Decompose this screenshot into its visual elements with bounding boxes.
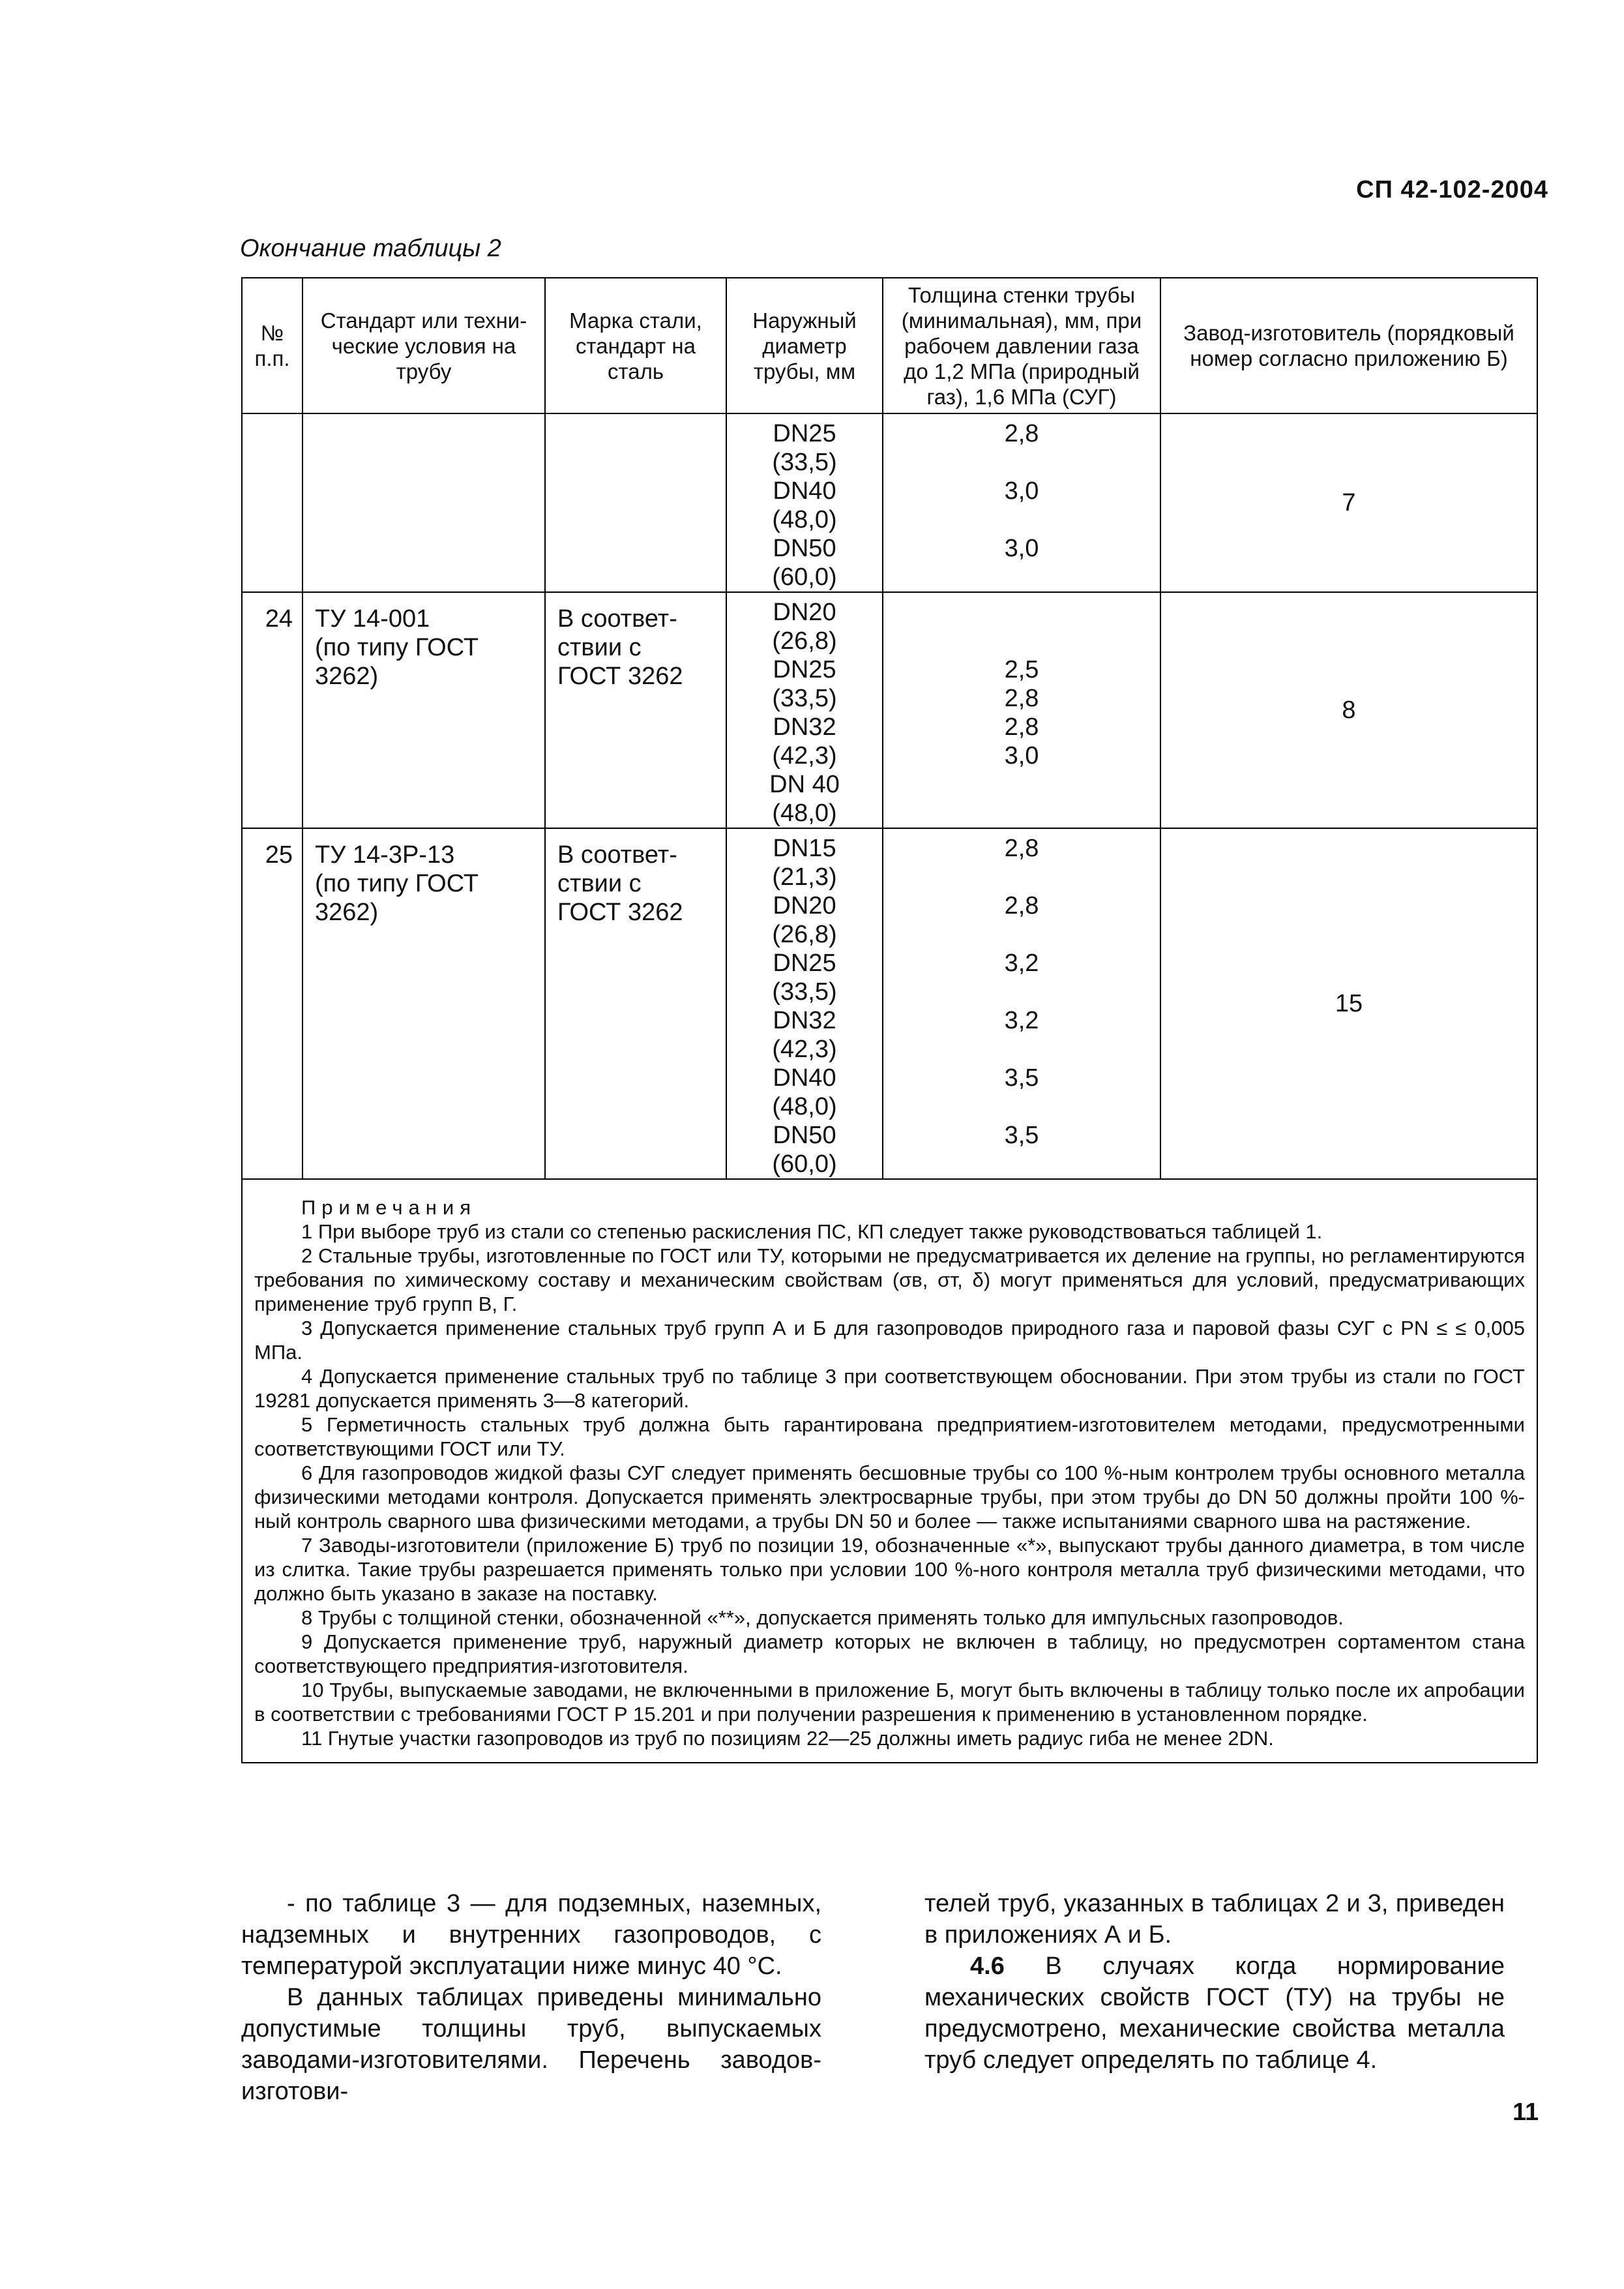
note-item: 6 Для газопроводов жидкой фазы СУГ следует применять бесшовные трубы со 100 %-ным контролем трубы основного металла физическими методами контроля. Допускается применять электросварные трубы, при этом трубы до DN 50 должны пройти 100 %-ный контроль сварного шва физическими методами, а трубы DN 50 и более — также испытаниями сварного шва на растяжение. xyxy=(254,1461,1525,1533)
thickness-cell xyxy=(883,592,1160,828)
standard-cell-line: (по типу ГОСТ xyxy=(315,634,479,661)
steel-grade-cell-line: В соответ- xyxy=(557,841,677,869)
thickness-cell-line: 2,8 xyxy=(1004,685,1039,712)
manufacturer-cell: 8 xyxy=(1160,592,1537,828)
thickness-cell-line: 3,5 xyxy=(1004,1122,1039,1149)
thickness-cell-line xyxy=(883,799,1160,828)
diameter-cell-line: (48,0) xyxy=(772,1093,837,1120)
diameter-cell-line: DN25 xyxy=(773,420,836,447)
row-number: 24 xyxy=(242,592,303,828)
diameter-cell-line: (33,5) xyxy=(772,685,837,712)
diameter-cell-line: (21,3) xyxy=(772,863,837,891)
header-line: п.п. xyxy=(254,346,290,370)
body-text-left-column xyxy=(241,1888,821,2107)
steel-grade-cell-line: ствии с xyxy=(557,870,642,897)
note-item: 8 Трубы с толщиной стенки, обозначенной «**», допускается применять только для импульсных газопроводов. xyxy=(301,1606,1344,1629)
thickness-cell-line: 2,8 xyxy=(1004,835,1039,862)
pipe-table xyxy=(241,277,1538,1763)
thickness-cell-line xyxy=(883,598,1160,627)
body-paragraph: В данных таблицах приведены минимально допустимые толщины труб, выпускаемых заводами-изготовителями. Перечень заводов-изготови- xyxy=(241,1984,821,2105)
diameter-cell xyxy=(726,413,883,592)
body-text-right-column xyxy=(924,1888,1505,2076)
header-line: трубы, мм xyxy=(753,359,856,383)
diameter-cell-line: (42,3) xyxy=(772,742,837,770)
diameter-cell xyxy=(726,828,883,1179)
diameter-cell-line: DN 40 xyxy=(769,771,840,798)
header-wall-thickness xyxy=(883,278,1160,413)
diameter-cell-line: DN15 xyxy=(773,835,836,862)
diameter-cell-line: (33,5) xyxy=(772,449,837,476)
thickness-cell-line: 2,8 xyxy=(1004,420,1039,447)
header-line: стандарт на xyxy=(576,333,696,358)
header-line: Марка стали, xyxy=(569,308,702,333)
note-item: 1 При выборе труб из стали со степенью раскисления ПС, КП следует также руководствоваться таблицей 1. xyxy=(301,1220,1323,1243)
table-row xyxy=(242,592,1537,828)
header-manufacturer xyxy=(1160,278,1537,413)
diameter-cell-line: (48,0) xyxy=(772,800,837,827)
header-line: (минимальная), мм, при xyxy=(901,308,1142,333)
note-item: 5 Герметичность стальных труб должна быть гарантирована предприятием-изготовителем методами, предусмотренными соответствующими ГОСТ или ТУ. xyxy=(254,1413,1525,1460)
note-item: 7 Заводы-изготовители (приложение Б) труб по позиции 19, обозначенные «*», выпускают трубы данного диаметра, в том числе из слитка. Такие трубы разрешается применять только при условии 100 %-ного контроля металла труб физическими методами, что должно быть указано в заказе на поставку. xyxy=(254,1534,1525,1605)
header-line: газ), 1,6 МПа (СУГ) xyxy=(926,384,1117,409)
row-number: 25 xyxy=(242,828,303,1179)
section-text: В случаях когда нормирование механических свойств ГОСТ (ТУ) на трубы не предусмотрено, механические свойства металла труб следует определять по таблице 4. xyxy=(924,1952,1505,2074)
table-row xyxy=(242,828,1537,1179)
diameter-cell-line: (33,5) xyxy=(772,978,837,1006)
note-item: 9 Допускается применение труб, наружный диаметр которых не включен в таблицу, но предусмотрен сортаментом стана соответствующего предприятия-изготовителя. xyxy=(254,1630,1525,1677)
row-number xyxy=(242,413,303,592)
notes-list xyxy=(254,1219,1525,1750)
thickness-cell-line xyxy=(883,978,1160,1006)
header-line: Толщина стенки трубы xyxy=(908,282,1136,307)
header-line: рабочем давлении газа xyxy=(904,333,1139,358)
diameter-cell-line: DN40 xyxy=(773,477,836,505)
table-header-row xyxy=(242,278,1537,413)
thickness-cell-line: 2,8 xyxy=(1004,892,1039,920)
manufacturer-cell: 7 xyxy=(1160,413,1537,592)
table-row xyxy=(242,413,1537,592)
diameter-cell-line: (60,0) xyxy=(772,563,837,591)
thickness-cell-line: 3,2 xyxy=(1004,1007,1039,1034)
diameter-cell-line: (48,0) xyxy=(772,506,837,533)
header-steel-grade xyxy=(545,278,726,413)
thickness-cell-line: 3,0 xyxy=(1004,742,1039,770)
standard-cell xyxy=(303,592,545,828)
thickness-cell xyxy=(883,828,1160,1179)
document-code: СП 42-102-2004 xyxy=(1356,176,1548,203)
diameter-cell-line: (26,8) xyxy=(772,921,837,948)
thickness-cell-line: 2,8 xyxy=(1004,713,1039,741)
thickness-cell-line: 3,5 xyxy=(1004,1064,1039,1092)
header-line: до 1,2 МПа (природный xyxy=(904,359,1140,383)
diameter-cell-line: DN25 xyxy=(773,656,836,683)
header-standard xyxy=(303,278,545,413)
diameter-cell-line: (42,3) xyxy=(772,1036,837,1063)
diameter-cell-line: DN32 xyxy=(773,713,836,741)
header-line: диаметр xyxy=(762,333,847,358)
steel-grade-cell-line: ГОСТ 3262 xyxy=(557,899,683,926)
notes-block xyxy=(242,1179,1537,1763)
table-caption: Окончание таблицы 2 xyxy=(240,235,501,262)
notes-title: Примечания xyxy=(301,1196,477,1219)
diameter-cell-line: DN20 xyxy=(773,599,836,626)
header-line: Завод-изготовитель (порядковый xyxy=(1183,321,1514,345)
header-line: сталь xyxy=(607,359,664,383)
thickness-cell-line: 3,0 xyxy=(1004,535,1039,562)
thickness-cell-line: 3,2 xyxy=(1004,950,1039,977)
standard-cell-line: ТУ 14-3Р-13 xyxy=(315,841,455,869)
diameter-cell-line: (26,8) xyxy=(772,627,837,655)
header-number xyxy=(242,278,303,413)
header-line: Стандарт или техни- xyxy=(320,308,527,333)
standard-cell xyxy=(303,828,545,1179)
steel-grade-cell-line: ГОСТ 3262 xyxy=(557,663,683,690)
thickness-cell-line: 3,0 xyxy=(1004,477,1039,505)
header-line: № xyxy=(260,321,284,345)
thickness-cell-line xyxy=(883,1092,1160,1121)
diameter-cell xyxy=(726,592,883,828)
thickness-cell-line xyxy=(883,505,1160,534)
body-paragraph: телей труб, указанных в таблицах 2 и 3, приведен в приложениях А и Б. xyxy=(924,1890,1505,1949)
diameter-cell-line: DN50 xyxy=(773,535,836,562)
note-item: 2 Стальные трубы, изготовленные по ГОСТ или ТУ, которыми не предусматривается их деление на группы, но регламентируются требования по химическому составу и механическим свойствам (σв, σт, δ) могут применяться для условий, предусматривающих применение труб групп В, Г. xyxy=(254,1244,1525,1315)
thickness-cell xyxy=(883,413,1160,592)
manufacturer-cell: 15 xyxy=(1160,828,1537,1179)
header-diameter xyxy=(726,278,883,413)
header-line: трубу xyxy=(396,359,452,383)
standard-cell xyxy=(303,413,545,592)
thickness-cell-line xyxy=(883,448,1160,477)
thickness-cell-line xyxy=(883,1035,1160,1064)
standard-cell-line: ТУ 14-001 xyxy=(315,605,430,633)
header-line: номер согласно приложению Б) xyxy=(1190,346,1508,370)
note-item: 4 Допускается применение стальных труб по таблице 3 при соответствующем обосновании. При этом трубы из стали по ГОСТ 19281 допускается применять 3—8 категорий. xyxy=(254,1365,1525,1412)
steel-grade-cell-line: В соответ- xyxy=(557,605,677,633)
standard-cell-line: 3262) xyxy=(315,899,379,926)
thickness-cell-line xyxy=(883,770,1160,799)
header-line: Наружный xyxy=(752,308,857,333)
diameter-cell-line: DN20 xyxy=(773,892,836,920)
body-paragraph: - по таблице 3 — для подземных, наземных, надземных и внутренних газопроводов, с температурой эксплуатации ниже минус 40 °С. xyxy=(241,1890,821,1980)
steel-grade-cell xyxy=(545,828,726,1179)
steel-grade-cell xyxy=(545,592,726,828)
note-item: 10 Трубы, выпускаемые заводами, не включенными в приложение Б, могут быть включены в таблицу только после их апробации в соответствии с требованиями ГОСТ Р 15.201 и при получении разрешения к применению в установленном порядке. xyxy=(254,1679,1525,1726)
thickness-cell-line xyxy=(883,920,1160,949)
diameter-cell-line: DN32 xyxy=(773,1007,836,1034)
thickness-cell-line xyxy=(883,863,1160,891)
thickness-cell-line xyxy=(883,1150,1160,1178)
section-4-6-paragraph xyxy=(924,1951,1505,2076)
note-item: 3 Допускается применение стальных труб групп А и Б для газопроводов природного газа и паровой фазы СУГ с PN ≤ ≤ 0,005 МПа. xyxy=(254,1317,1525,1364)
notes-row xyxy=(242,1179,1537,1763)
standard-cell-line: 3262) xyxy=(315,663,379,690)
page-number: 11 xyxy=(1513,2099,1539,2126)
diameter-cell-line: DN40 xyxy=(773,1064,836,1092)
diameter-cell-line: (60,0) xyxy=(772,1150,837,1178)
diameter-cell-line: DN25 xyxy=(773,950,836,977)
steel-grade-cell xyxy=(545,413,726,592)
note-item: 11 Гнутые участки газопроводов из труб по позициям 22—25 должны иметь радиус гиба не менее 2DN. xyxy=(301,1727,1274,1750)
header-line: ческие условия на xyxy=(331,333,516,358)
thickness-cell-line xyxy=(883,627,1160,655)
standard-cell-line: (по типу ГОСТ xyxy=(315,870,479,897)
diameter-cell-line: DN50 xyxy=(773,1122,836,1149)
steel-grade-cell-line: ствии с xyxy=(557,634,642,661)
thickness-cell-line: 2,5 xyxy=(1004,656,1039,683)
section-number: 4.6 xyxy=(970,1952,1005,1980)
thickness-cell-line xyxy=(883,563,1160,591)
